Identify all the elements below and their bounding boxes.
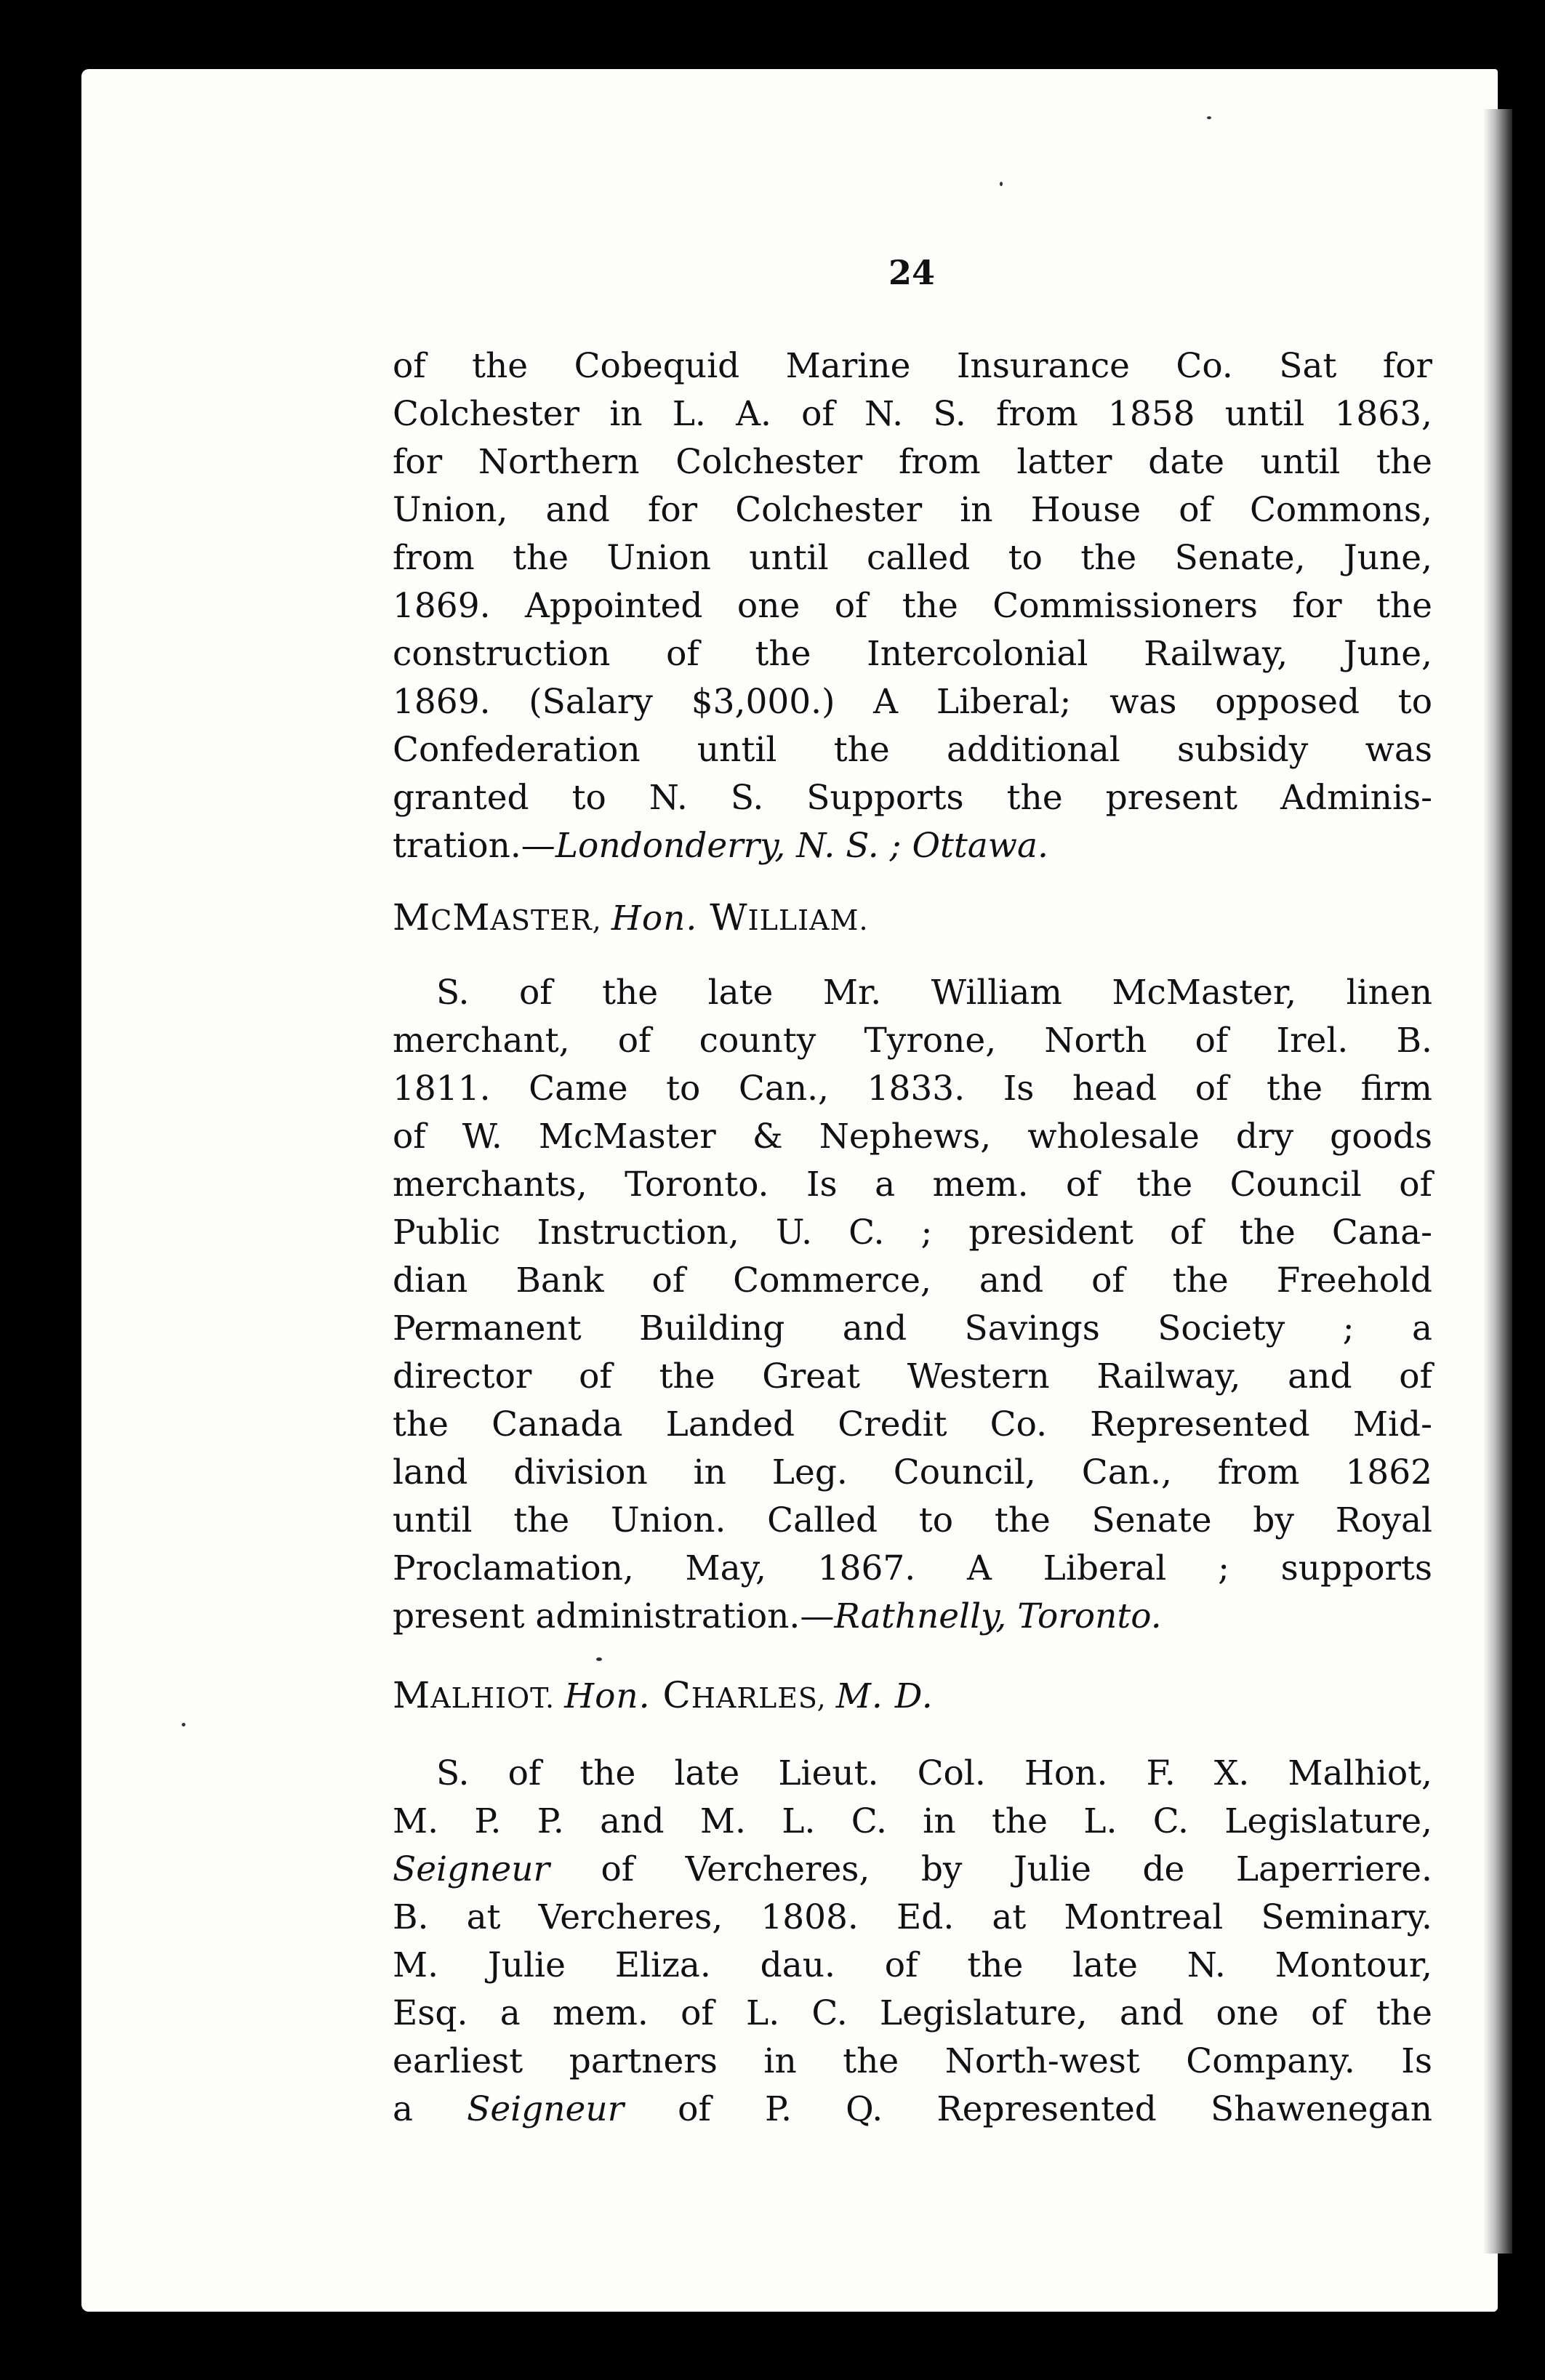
heading-initial: W [697, 896, 748, 938]
text-italic: Seigneur [393, 1849, 550, 1889]
scan-speck [182, 1723, 185, 1726]
text-line: 1869. Appointed one of the Commissioners for the [393, 586, 1432, 626]
text-line: B. at Vercheres, 1808. Ed. at Montreal Seminary. [393, 1897, 1432, 1937]
text-line: earliest partners in the North-west Company. Is [393, 2041, 1432, 2081]
text-fragment: present administration.— [393, 1596, 835, 1636]
text-fragment: of P. Q. Represented Shawenegan [624, 2089, 1432, 2129]
heading-initial: C [650, 1674, 691, 1716]
scan-speck [1207, 116, 1211, 119]
text-line: the Canada Landed Credit Co. Represented Mid- [393, 1404, 1432, 1444]
text-fragment: of Vercheres, by Julie de Laperriere. [549, 1849, 1432, 1889]
heading-smallcaps: ASTER, [490, 904, 611, 936]
text-line: S. of the late Mr. William McMaster, linen [436, 973, 1432, 1013]
heading-honorific: Hon. [564, 1676, 651, 1716]
text-line: granted to N. S. Supports the present Adminis- [393, 778, 1432, 818]
text-line: merchant, of county Tyrone, North of Irel. B. [393, 1021, 1432, 1061]
text-line: M. Julie Eliza. dau. of the late N. Montour, [393, 1945, 1432, 1985]
text-line: Colchester in L. A. of N. S. from 1858 until 1863, [393, 394, 1432, 434]
heading-degree: M. D. [835, 1676, 934, 1716]
text-line: Confederation until the additional subsidy was [393, 730, 1432, 770]
text-fragment: a [393, 2089, 467, 2129]
text-line: of the Cobequid Marine Insurance Co. Sat for [393, 346, 1432, 386]
entry-heading-malhiot [393, 1673, 934, 1720]
text-line: from the Union until called to the Senate, June, [393, 538, 1432, 578]
scan-speck [596, 1657, 602, 1661]
text-line [393, 2088, 1432, 2131]
text-line: land division in Leg. Council, Can., from 1862 [393, 1452, 1432, 1492]
heading-smallcaps: ILLIAM. [747, 904, 869, 936]
heading-initial: M [393, 896, 431, 938]
text-line-last [393, 824, 1432, 868]
page-edge-shadow [1483, 109, 1512, 2254]
text-line: merchants, Toronto. Is a mem. of the Council of [393, 1165, 1432, 1205]
text-line: construction of the Intercolonial Railway, June, [393, 634, 1432, 674]
residence: Londonderry, N. S. ; Ottawa. [555, 826, 1048, 866]
text-line: M. P. P. and M. L. C. in the L. C. Legislature, [393, 1801, 1432, 1841]
text-line [393, 1848, 1432, 1891]
scan-speck [1000, 182, 1003, 186]
text-line: until the Union. Called to the Senate by Royal [393, 1500, 1432, 1540]
text-line: Public Instruction, U. C. ; president of the Cana- [393, 1213, 1432, 1253]
text-line: 1811. Came to Can., 1833. Is head of the firm [393, 1069, 1432, 1109]
residence: Rathnelly, Toronto. [834, 1596, 1162, 1636]
text-line: S. of the late Lieut. Col. Hon. F. X. Malhiot, [436, 1753, 1432, 1793]
text-line: Permanent Building and Savings Society ; a [393, 1308, 1432, 1348]
text-line: Proclamation, May, 1867. A Liberal ; supports [393, 1548, 1432, 1588]
text-line: 1869. (Salary $3,000.) A Liberal; was opposed to [393, 682, 1432, 722]
text-line: Esq. a mem. of L. C. Legislature, and one of the [393, 1993, 1432, 2033]
text-line: dian Bank of Commerce, and of the Freehold [393, 1261, 1432, 1300]
text-line-last [393, 1595, 1432, 1639]
text-line: director of the Great Western Railway, and of [393, 1356, 1432, 1396]
heading-smallcaps: C [430, 904, 453, 936]
text-fragment: tration.— [393, 826, 555, 866]
entry-heading-mcmaster [393, 896, 869, 942]
heading-smallcaps: HARLES, [691, 1682, 836, 1714]
heading-initial: M [393, 1674, 431, 1716]
heading-honorific: Hon. [611, 898, 698, 938]
heading-initial: M [452, 896, 491, 938]
text-line: of W. McMaster & Nephews, wholesale dry goods [393, 1117, 1432, 1157]
text-line: Union, and for Colchester in House of Commons, [393, 490, 1432, 530]
page-number: 24 [888, 253, 936, 292]
text-line: for Northern Colchester from latter date until the [393, 442, 1432, 482]
heading-smallcaps: ALHIOT. [430, 1682, 565, 1714]
text-italic: Seigneur [467, 2089, 625, 2129]
